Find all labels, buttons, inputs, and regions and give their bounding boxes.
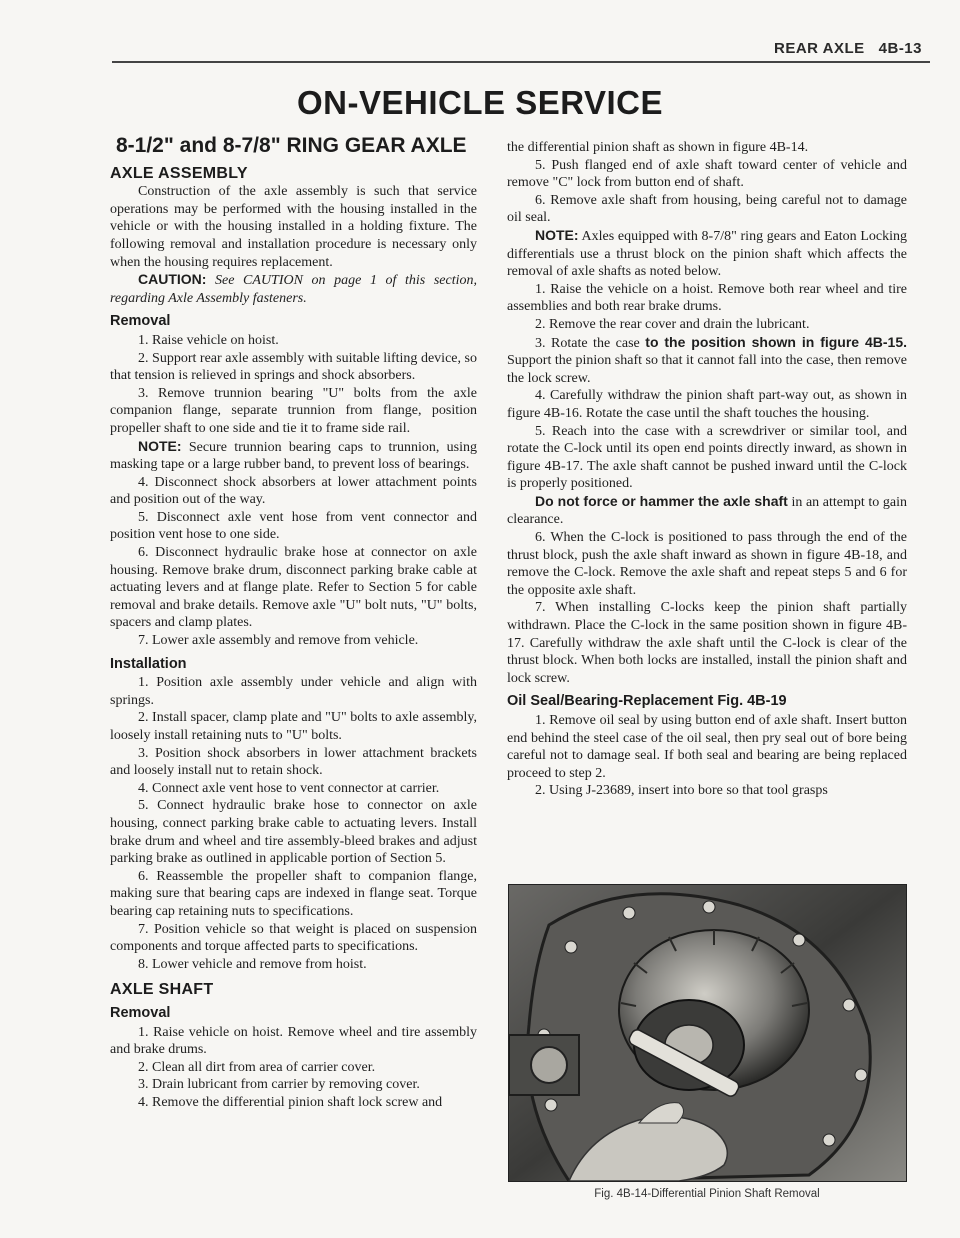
removal-step-3: 3. Remove trunnion bearing "U" bolts from the axle companion flange, separate trunnion from flange, position propeller shaft to one side and tie it to frame side rail. — [110, 385, 477, 436]
installation-step-7: 7. Position vehicle so that weight is placed on suspension components and torque affected parts to specifications. — [110, 921, 477, 955]
eaton-step-3-start: 3. Rotate the case — [535, 335, 640, 351]
installation-step-6: 6. Reassemble the propeller shaft to companion flange, making sure that bearing caps are indexed in flange seat. Torque bearing cap retaining nuts to specifications. — [110, 868, 477, 919]
removal-step-1: 1. Raise vehicle on hoist. — [138, 332, 279, 348]
axle-shaft-step-6: 6. Remove axle shaft from housing, being careful not to damage oil seal. — [507, 192, 907, 226]
note-label: NOTE: — [535, 226, 579, 243]
removal-step-6: 6. Disconnect hydraulic brake hose at connector on axle housing. Remove brake drum, disconnect parking brake cable at actuating levers and at flange plate. Refer to Section 5 for cable removal and brake details. Remove axle "U" bolt nuts, "U" bolts, spacers and clamp plates. — [110, 545, 477, 631]
axle-shaft-step-2: 2. Clean all dirt from area of carrier cover. — [138, 1059, 376, 1075]
header-section-name: REAR AXLE — [774, 40, 865, 57]
eaton-step-7: 7. When installing C-locks keep the pinion shaft partially withdrawn. Place the C-lock in the same position shown in figure 4B-17. Carefully withdraw the axle shaft until the C-lock is clear of the thrust block. When both locks are installed, install the pinion shaft and lock screw. — [507, 600, 907, 686]
continued-text: the differential pinion shaft as shown in figure 4B-14. — [507, 140, 809, 155]
axle-shaft-step-4: 4. Remove the differential pinion shaft lock screw and — [138, 1094, 443, 1110]
installation-step-8: 8. Lower vehicle and remove from hoist. — [138, 956, 367, 972]
axle-shaft-removal-heading: Removal — [110, 1004, 171, 1021]
axle-shaft-end — [531, 1047, 567, 1083]
eaton-note — [507, 227, 907, 281]
right-column — [507, 139, 907, 800]
removal-step-2: 2. Support rear axle assembly with suitable lifting device, so that tension is relieved in springs and shock absorbers. — [110, 350, 477, 384]
removal-step-7: 7. Lower axle assembly and remove from vehicle. — [138, 633, 419, 649]
axle-assembly-heading: AXLE ASSEMBLY — [110, 164, 248, 182]
figure-caption: Fig. 4B-14-Differential Pinion Shaft Removal — [594, 1188, 820, 1200]
page-title: ON-VEHICLE SERVICE — [297, 84, 663, 121]
eaton-step-3-bold: to the position shown in figure 4B-15. — [645, 333, 907, 350]
figure — [508, 884, 906, 1214]
oil-seal-heading: Oil Seal/Bearing-Replacement Fig. 4B-19 — [507, 693, 787, 710]
removal-step-5: 5. Disconnect axle vent hose from vent connector and position vent hose to one side. — [110, 509, 477, 543]
eaton-step-5: 5. Reach into the case with a screwdriver or similar tool, and rotate the C-lock until its open end points directly inward, as shown in figure 4B-17. The axle shaft cannot be pushed inward until the C-lock is properly positioned. — [507, 423, 907, 492]
axle-shaft-step-5: 5. Push flanged end of axle shaft toward center of vehicle and remove "C" lock from button end of shaft. — [507, 157, 907, 191]
running-header — [774, 40, 922, 57]
differential-photo-illustration — [509, 885, 906, 1181]
caution-text: See CAUTION on page 1 of this section, regarding Axle Assembly fasteners. — [110, 273, 477, 306]
warning-paragraph — [507, 493, 907, 529]
note-text: Axles equipped with 8-7/8" ring gears and Eaton Locking differentials use a thrust block on the pinion shaft which affects the removal of axle shafts as noted below. — [507, 228, 908, 280]
header-page-number: 4B-13 — [878, 40, 922, 57]
caution-label: CAUTION: — [138, 271, 207, 288]
installation-step-5: 5. Connect hydraulic brake hose to connector on axle housing, connect parking brake cable to actuating levers. Install brake drum and wheel and tire assembly-bleed brakes and adjust parking brake as outlined in applicable portion of Section 5. — [110, 798, 477, 867]
axle-shaft-step-3: 3. Drain lubricant from carrier by removing cover. — [138, 1077, 420, 1093]
warning-bold: Do not force or hammer the axle shaft — [535, 492, 788, 509]
installation-step-2: 2. Install spacer, clamp plate and "U" bolts to axle assembly, loosely install retaining nuts to "U" bolts. — [110, 710, 477, 743]
eaton-step-3-end: Support the pinion shaft so that it cannot fall into the case, then remove the lock screw. — [507, 353, 907, 386]
axle-assembly-intro: Construction of the axle assembly is such that service operations may be performed with the housing installed in the vehicle or with the housing installed in a holding fixture. The following removal and installation procedure is necessary only when the housing requires replacement. — [110, 184, 477, 270]
removal-heading: Removal — [110, 313, 171, 330]
eaton-step-1: 1. Raise the vehicle on a hoist. Remove both rear wheel and tire assemblies and both rear brake drums. — [507, 281, 907, 315]
oil-seal-step-1: 1. Remove oil seal by using button end of axle shaft. Insert button end behind the steel case of the oil seal, then pry seal out of bore being careful not to damage seal. If both seal and bearing are being replaced proceed to step 2. — [507, 713, 907, 781]
oil-seal-step-2: 2. Using J-23689, insert into bore so that tool grasps — [535, 783, 828, 799]
axle-shaft-heading: AXLE SHAFT — [110, 981, 214, 999]
installation-step-3: 3. Position shock absorbers in lower attachment brackets and loosely install nut to retain shock. — [110, 745, 477, 779]
installation-step-4: 4. Connect axle vent hose to vent connector at carrier. — [138, 780, 440, 796]
header-rule — [112, 61, 930, 63]
warning-rest: in an attempt to gain clearance. — [507, 494, 907, 528]
left-column — [110, 133, 477, 1111]
eaton-step-3 — [507, 334, 907, 388]
removal-step-4: 4. Disconnect shock absorbers at lower attachment points and position out of the way. — [110, 474, 477, 508]
installation-step-1: 1. Position axle assembly under vehicle and align with springs. — [110, 675, 477, 708]
eaton-step-4: 4. Carefully withdraw the pinion shaft part-way out, as shown in figure 4B-16. Rotate the case until the shaft touches the housing. — [507, 388, 907, 421]
axle-shaft-step-1: 1. Raise vehicle on hoist. Remove wheel and tire assembly and brake drums. — [110, 1024, 477, 1058]
eaton-step-2: 2. Remove the rear cover and drain the lubricant. — [535, 316, 810, 332]
removal-note — [110, 438, 477, 474]
figure-photo — [508, 884, 907, 1182]
eaton-step-6: 6. When the C-lock is positioned to pass through the end of the thrust block, push the axle shaft inward as shown in figure 4B-18, and remove the C-lock. Remove the axle shaft and repeat steps 5 and 6 for the opposite axle shaft. — [507, 530, 907, 598]
installation-heading: Installation — [110, 655, 187, 672]
caution-paragraph — [110, 271, 477, 307]
note-text: Secure trunnion bearing caps to trunnion, using masking tape or a large rubber band, to prevent loss of bearings. — [110, 439, 478, 473]
section-heading: 8-1/2" and 8-7/8" RING GEAR AXLE — [116, 134, 467, 157]
note-label: NOTE: — [138, 437, 182, 454]
